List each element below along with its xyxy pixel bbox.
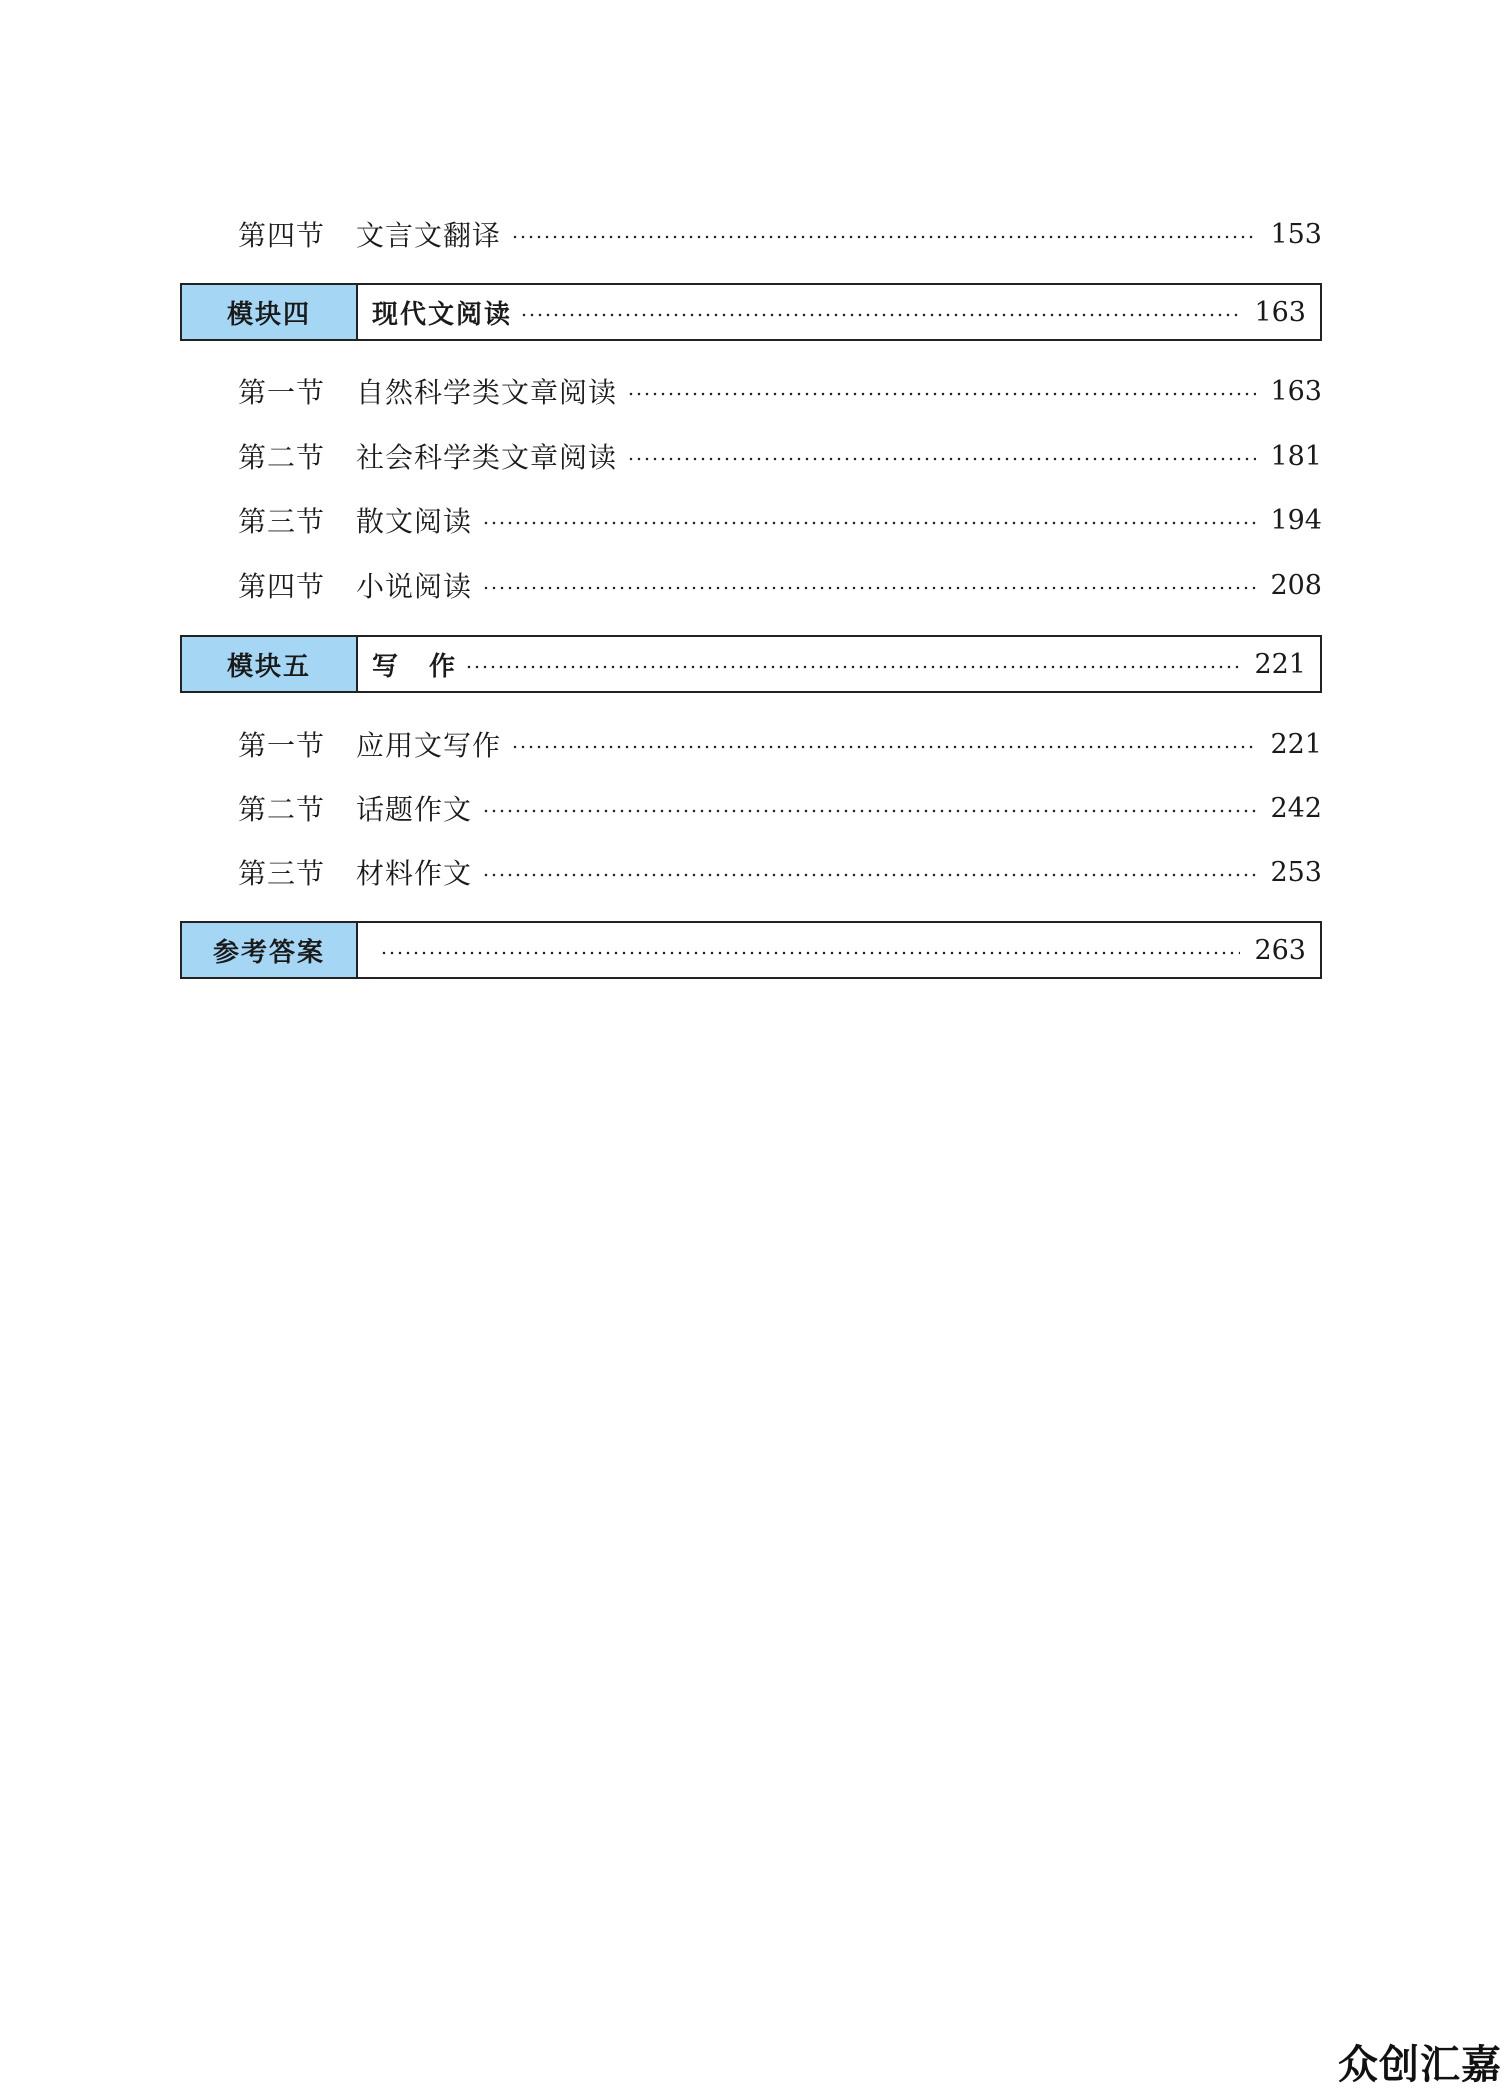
toc-entry[interactable] — [238, 436, 1322, 476]
page-number: 163 — [1254, 296, 1306, 328]
dot-leader — [627, 457, 1256, 461]
dot-leader — [511, 745, 1256, 749]
page-number: 221 — [1270, 728, 1322, 760]
module-body — [358, 285, 1320, 339]
toc-entry[interactable] — [238, 724, 1322, 764]
dot-leader — [511, 235, 1256, 239]
page-number: 153 — [1270, 218, 1322, 250]
section-title: 话题作文 — [356, 793, 473, 826]
section-number: 第一节 — [238, 729, 326, 762]
page-number: 253 — [1270, 856, 1322, 888]
page-number: 263 — [1254, 934, 1306, 966]
watermark-logo: 众创汇嘉 — [1338, 2042, 1502, 2088]
module-title: 现代文阅读 — [372, 299, 513, 330]
module-heading[interactable] — [180, 635, 1322, 693]
dot-leader — [465, 665, 1240, 669]
module-body — [358, 637, 1320, 691]
dot-leader — [520, 313, 1240, 317]
section-number: 第四节 — [238, 570, 326, 603]
section-number: 第三节 — [238, 505, 326, 538]
dot-leader — [380, 951, 1240, 955]
section-number: 第四节 — [238, 219, 326, 252]
section-number: 第三节 — [238, 857, 326, 890]
module-label: 参考答案 — [182, 923, 358, 977]
toc-entry[interactable] — [238, 788, 1322, 828]
dot-leader — [482, 586, 1256, 590]
module-label: 模块四 — [182, 285, 358, 339]
section-title: 社会科学类文章阅读 — [356, 441, 618, 474]
section-title: 自然科学类文章阅读 — [356, 376, 618, 409]
page-number: 194 — [1270, 504, 1322, 536]
toc-entry[interactable] — [238, 371, 1322, 411]
section-title: 小说阅读 — [356, 570, 473, 603]
dot-leader — [482, 873, 1256, 877]
section-title: 材料作文 — [356, 857, 473, 890]
section-number: 第二节 — [238, 441, 326, 474]
dot-leader — [482, 809, 1256, 813]
dot-leader — [482, 521, 1256, 525]
toc-entry[interactable] — [238, 852, 1322, 892]
page-number: 163 — [1270, 375, 1322, 407]
toc-entry[interactable] — [238, 565, 1322, 605]
dot-leader — [627, 392, 1256, 396]
module-heading[interactable] — [180, 283, 1322, 341]
section-title: 应用文写作 — [356, 729, 502, 762]
toc-entry[interactable] — [238, 214, 1322, 254]
section-number: 第二节 — [238, 793, 326, 826]
module-label: 模块五 — [182, 637, 358, 691]
section-title: 文言文翻译 — [356, 219, 502, 252]
module-title: 写 作 — [372, 651, 458, 682]
toc-entry[interactable] — [238, 500, 1322, 540]
page-number: 208 — [1270, 569, 1322, 601]
page-number: 221 — [1254, 648, 1306, 680]
module-body — [358, 923, 1320, 977]
section-number: 第一节 — [238, 376, 326, 409]
section-title: 散文阅读 — [356, 505, 473, 538]
page-number: 181 — [1270, 440, 1322, 472]
page-number: 242 — [1270, 792, 1322, 824]
module-heading[interactable] — [180, 921, 1322, 979]
